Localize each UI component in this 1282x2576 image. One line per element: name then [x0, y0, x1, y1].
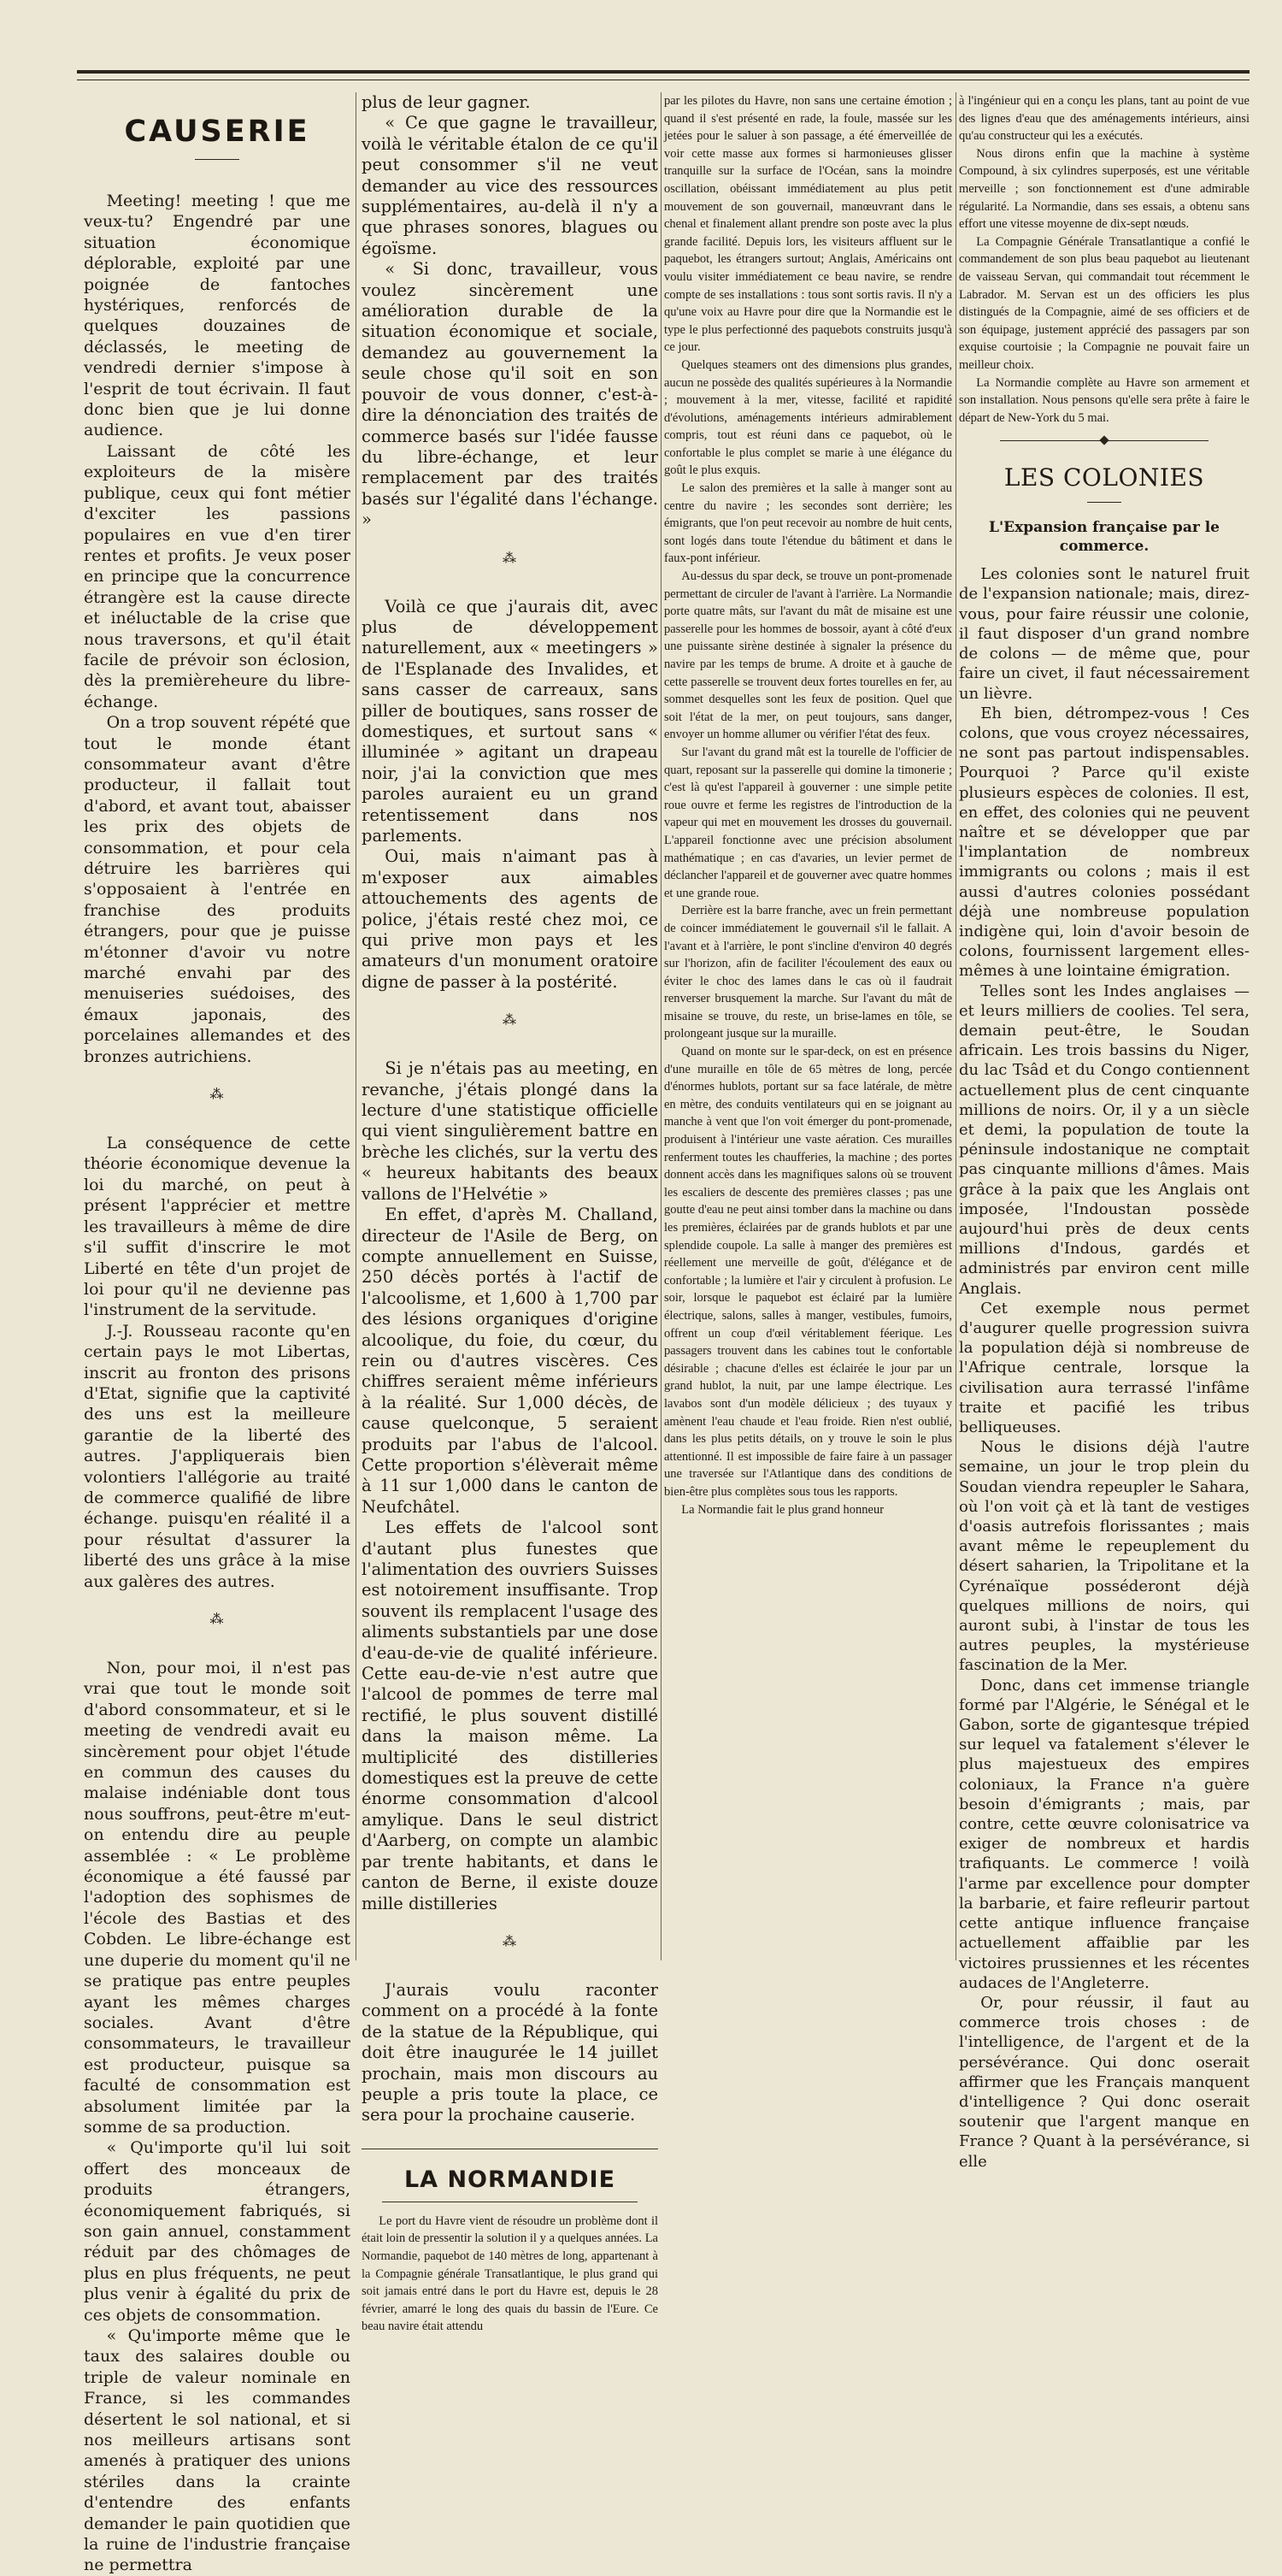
- colonies-subtitle: L'Expansion française par le commerce.: [989, 519, 1220, 556]
- paragraph: Telles sont les Indes anglaises — et leurs milliers de coolies. Tel sera, demain peut-être, le Soudan africain. Les trois bassins du Niger, du lac Tsâd et du Congo contiennent actuellement plus de cent cinquante millions de noirs. Or, il y a un siècle et demi, la population de toute la péninsule indostanique ne comptait pas cinquante millions d'âmes. Mais grâce à la paix que les Anglais ont imposée, l'Indoustan possède aujourd'hui près de deux cents millions d'Indous, gardés et administrés par environ cent mille Anglais.: [959, 981, 1250, 1298]
- paragraph: Derrière est la barre franche, avec un frein permettant de coincer immédiatement le gouvernail s'il le fallait. A l'avant et à l'arrière, le pont s'incline d'environ 40 degrés sur l'horizon, afin de faciliter l'écoulement des eaux ou éviter le choc des lames dans le cas où il faudrait renverser brusquement la marche. Sur l'avant du mât de misaine se trouve, du reste, un brise-lames en tôle, se prolongeant jusque sur la muraille.: [664, 904, 952, 1041]
- paragraph: Si je n'étais pas au meeting, en revanche, j'étais plongé dans la lecture d'une statistique officielle qui vient singulièrement battre en brèche les clichés, sur la vertu des « heureux habitants des beaux vallons de l'Helvétie »: [362, 1058, 658, 1204]
- paragraph: « Qu'importe qu'il lui soit offert des monceaux de produits étrangers, économiquement fabriqués, si son gain annuel, constamment réduit par des chômages de plus en plus fréquents, ne peut plus venir à égalité du prix de ces objets de consommation.: [84, 2138, 350, 2325]
- asterism: ⁂: [503, 1011, 517, 1029]
- paragraph: La Normandie fait le plus grand honneur: [681, 1502, 885, 1517]
- column-4: [959, 92, 1250, 2171]
- paragraph: Oui, mais n'aimant pas à m'exposer aux aimables attouchements des agents de police, j'étais resté chez moi, ce qui prive mon pays et les amateurs d'un monument oratoire digne de passer à la postérité.: [362, 846, 658, 992]
- paragraph: Laissant de côté les exploiteurs de la misère publique, ceux qui font métier d'exciter les passions populaires en vue d'en tirer rentes et profits. Je veux poser en principe que la concurrence étrangère est la cause directe et inéluctable de la crise que nous traversons, et qu'il était facile de prévoir son éclosion, dès la premièreheure du libre-échange.: [84, 441, 350, 711]
- column-3: [664, 92, 952, 1965]
- paragraph: Or, pour réussir, il faut au commerce trois choses : de l'intelligence, de l'argent et de la persévérance. Qui donc oserait affirmer que les Français manquent d'intelligence ? Qui donc oserait soutenir que l'argent manque en France ? Quant à la persévérance, si elle: [959, 1993, 1250, 2171]
- colonies-title: LES COLONIES: [1003, 463, 1205, 492]
- asterism: ⁂: [209, 1611, 225, 1627]
- paragraph: Nous dirons enfin que la machine à système Compound, à six cylindres superposés, est une véritable merveille ; son fonctionnement est d'une admirable régularité. La Normandie, dans ses essais, a obtenu sans effort une vitesse moyenne de dix-sept nœuds.: [959, 146, 1250, 232]
- paragraph: « Ce que gagne le travailleur, voilà le véritable étalon de ce qu'il peut consommer s'il ne veut demander au vice des ressources supplémentaires, au-delà il n'y a que phrases sonores, blagues ou égoïsme.: [362, 113, 658, 258]
- causerie-title: CAUSERIE: [124, 115, 310, 149]
- asterism: ⁂: [209, 1086, 225, 1103]
- paragraph: Voilà ce que j'aurais dit, avec plus de développement naturellement, aux « meetingers » de l'Esplanade des Invalides, et sans casser de carreaux, sans piller de boutiques, sans rosser de domestiques, et surtout sans « illuminée » agitant un drapeau noir, j'ai la conviction que mes paroles auraient eu un grand retentissement dans nos parlements.: [362, 596, 658, 846]
- paragraph: Donc, dans cet immense triangle formé par l'Algérie, le Sénégal et le Gabon, sorte de gigantesque trépied sur lequel va fatalement s'élever le plus majestueux des empires coloniaux, la France n'a guère besoin d'émigrants ; mais, par contre, cette œuvre colonisatrice va exiger de nombreux et hardis trafiquants. Le commerce ! voilà l'arme par excellence pour dompter la barbarie, et faire refleurir partout cette antique influence française actuellement affaiblie par les victoires prussiennes et les récentes audaces de l'Angleterre.: [959, 1676, 1250, 1992]
- paragraph: « Qu'importe même que le taux des salaires double ou triple de valeur nominale en France, si les commandes désertent le sol national, et si nos meilleurs artisans sont amenés à pratiquer des unions stériles dans la crainte d'entendre des enfants demander le pain quotidien que la ruine de l'industrie française ne permettra: [84, 2326, 350, 2575]
- paragraph: à l'ingénieur qui en a conçu les plans, tant au point de vue des lignes d'eau que des aménagements intérieurs, ainsi qu'au constructeur qui les a exécutés.: [959, 94, 1250, 144]
- paragraph: Cet exemple nous permet d'augurer quelle progression suivra la population déjà si nombreuse de l'Afrique centrale, lorsque la civilisation aura terrassé l'infâme traite et pacifié les tribus belliqueuses.: [959, 1299, 1250, 1437]
- paragraph: Le salon des premières et la salle à manger sont au centre du navire ; les secondes sont derrière; les émigrants, que l'on peut recevoir au nombre de huit cents, sont logés dans toute l'étendue du bâtiment et dans le faux-pont inférieur.: [664, 481, 952, 566]
- paragraph: Non, pour moi, il n'est pas vrai que tout le monde soit d'abord consommateur, et si le meeting de vendredi avait eu sincèrement pour objet l'étude en commun des causes du malaise indéniable dont tous nous souffrons, peut-être m'eut-on entendu dire au peuple assemblée : « Le problème économique a été faussé par l'adoption des sophismes de l'école des Bastias et des Cobden. Le libre-échange est une duperie du moment qu'il ne se pratique pas entre peuples ayant les mêmes charges sociales. Avant d'être consommateurs, le travailleur est producteur, puisque sa faculté de consommation est absolument limitée par la somme de sa production.: [84, 1659, 350, 2137]
- paragraph: plus de leur gagner.: [362, 92, 531, 112]
- section-divider: [1000, 440, 1208, 441]
- paragraph: J.-J. Rousseau raconte qu'en certain pays le mot Libertas, inscrit au fronton des prisons d'Etat, signifie que la captivité des uns est la meilleure garantie de la liberté des autres. J'appliquerais bien volontiers l'allégorie au traité de commerce qualifié de libre échange. puisqu'en réalité il a pour résultat d'assurer la liberté des uns grâce à la mise aux galères des autres.: [84, 1321, 350, 1591]
- paragraph: Quelques steamers ont des dimensions plus grandes, aucun ne possède des qualités supérieures à la Normandie ; mouvement à la mer, vitesse, facilité et rapidité d'évolutions, aménagements intérieurs admirablement compris, tout est réuni dans ce paquebot, où le confortable le plus complet se marie à une élégance du goût le plus exquis.: [664, 357, 952, 478]
- paragraph: Eh bien, détrompez-vous ! Ces colons, que vous croyez nécessaires, ne sont pas partout indispensables. Pourquoi ? Parce qu'il existe plusieurs espèces de colonies. Il est, en effet, des colonies qui ne peuvent naître et se développer que par l'implantation de nombreux immigrants ou colons ; mais il est aussi d'autres colonies possédant déjà une nombreuse population indigène qui, loin d'avoir besoin de colons, fournissent largement elles-mêmes à une lointaine émigration.: [959, 704, 1250, 981]
- asterism: ⁂: [503, 549, 517, 566]
- paragraph: La conséquence de cette théorie économique devenue la loi du marché, on peut à présent l'apprécier et mettre les travailleurs à même de dire s'il suffit d'inscrire le mot Liberté en tête d'un projet de loi pour qu'il ne devienne pas l'instrument de la servitude.: [84, 1134, 350, 1320]
- paragraph: On a trop souvent répété que tout le monde étant consommateur avant d'être producteur, il fallait tout d'abord, et avant tout, abaisser les prix des objets de consommation, et pour cela détruire les barrières qui s'opposaient à l'entrée en franchise des produits étrangers, pour que je puisse m'étonner d'avoir vu notre marché envahi par des menuiseries suédoises, des émaux japonais, des porcelaines allemandes et des bronzes autrichiens.: [84, 713, 350, 1066]
- paragraph: Sur l'avant du grand mât est la tourelle de l'officier de quart, reposant sur la passerelle qui domine la timonerie ; c'est là qu'est l'appareil à gouverner : une simple petite roue ouvre et ferme les registres de l'introduction de la vapeur qui met en mouvement les drosses du gouvernail. L'appareil fonctionne avec une précision absolument mathématique ; en cas d'avaries, un levier permet de déclancher l'appareil et de gouverner avec quatre hommes et une grande roue.: [664, 745, 952, 900]
- paragraph: La Compagnie Générale Transatlantique a confié le commandement de son plus beau paquebot au lieutenant de vaisseau Servan, qui commandait tout récemment le Labrador. M. Servan est un des officiers les plus distingués de la Compagnie, aimé de ses officiers et de son équipage, justement apprécié des passagers par son exquise courtoisie ; la Compagnie ne pouvait faire un meilleur choix.: [959, 234, 1250, 372]
- paragraph: En effet, d'après M. Challand, directeur de l'Asile de Berg, on compte annuellement en Suisse, 250 décès portés à l'actif de l'alcoolisme, et 1,600 à 1,700 par des lésions organiques d'origine alcoolique, du foie, du cœur, du rein ou d'autres viscères. Ces chiffres seraient même inférieurs à la réalité. Sur 1,000 décès, de cause quelconque, 5 seraient produits par l'abus de l'alcool. Cette proportion s'élèverait même à 11 sur 1,000 dans le canton de Neufchâtel.: [362, 1205, 658, 1517]
- paragraph: Le port du Havre vient de résoudre un problème dont il était loin de pressentir la solution il y a quelques années. La Normandie, paquebot de 140 mètres de long, appartenant à la Compagnie générale Transatlantique, le plus grand qui soit jamais entré dans le port du Havre est, depuis le 28 février, amarré le long des quais du bassin de l'Eure. Ce beau navire était attendu: [362, 2213, 658, 2334]
- asterism: ⁂: [503, 1932, 517, 1949]
- paragraph: Au-dessus du spar deck, se trouve un pont-promenade permettant de circuler de l'avant à l'arrière. La Normandie porte quatre mâts, sur l'avant du mât de misaine est une passerelle pour les hommes de bossoir, ayant à côté d'eux une puissante sirène destinée à signaler la présence du navire par les temps de brume. A droite et à gauche de cette passerelle se trouvent deux fortes tourelles en fer, au sommet desquelles sont les feux de position. Quel que soit l'état de la mer, on peut toujours, sans danger, envoyer un homme allumer ou vérifier l'état des feux.: [664, 569, 952, 742]
- column-2: [362, 92, 658, 2334]
- top-rule-thick: [77, 70, 1250, 74]
- column-divider: [661, 92, 662, 1960]
- paragraph: « Si donc, travailleur, vous voulez sincèrement une amélioration durable de la situation économique et sociale, demandez au gouvernement la seule chose qu'il soit en son pouvoir de vous donner, c'est-à-dire la dénonciation des traités de commerce basés sur l'idée fausse du libre-échange, et leur remplacement par des traités basés sur l'égalité dans l'échange. »: [362, 259, 658, 530]
- paragraph: par les pilotes du Havre, non sans une certaine émotion ; quand il s'est présenté en rade, la foule, massée sur les jetées pour le saluer à son passage, a été émerveillée de voir cette masse aux formes si harmonieuses glisser tranquille sur la surface de l'Océan, sans la moindre oscillation, obéissant immédiatement au plus petit mouvement de son gouvernail, manœuvrant dans le chenal et finalement allant prendre son poste avec la plus grande facilité. Depuis lors, les visiteurs affluent sur le paquebot, les étrangers surtout; Anglais, Américains ont voulu visiter immédiatement ce beau navire, se rendre compte de ses installations : tous sont sortis ravis. Il n'y a qu'une voix au Havre pour dire que la Normandie est le type le plus perfectionné des paquebots construits jusqu'à ce jour.: [664, 94, 952, 355]
- paragraph: La Normandie complète au Havre son armement et son installation. Nous pensons qu'elle sera prête à faire le départ de New-York du 5 mai.: [959, 375, 1250, 425]
- paragraph: Les colonies sont le naturel fruit de l'expansion nationale; mais, direz-vous, pour faire réussir une colonie, il faut disposer d'un grand nombre de colons — de même que, pour faire un civet, il faut nécessairement un lièvre.: [959, 565, 1250, 703]
- normandie-title: LA NORMANDIE: [403, 2166, 616, 2193]
- title-rule: [1087, 502, 1121, 503]
- column-1: [84, 92, 350, 2575]
- paragraph: Nous le disions déjà l'autre semaine, un jour le trop plein du Soudan viendra repeupler le Sahara, où l'on voit çà et là tant de vestiges d'oasis autrefois florissantes ; mais avant même le repeuplement du désert saharien, la Tripolitane et la Cyrénaïque posséderont déjà quelques millions de noirs, qui auront subi, à l'instar de tous les autres peuples, la mystérieuse fascination de la Mer.: [959, 1438, 1250, 1675]
- paragraph: J'aurais voulu raconter comment on a procédé à la fonte de la statue de la République, qui doit être inaugurée le 14 juillet prochain, mais mon discours au peuple a pris toute la place, ce sera pour la prochaine causerie.: [362, 1979, 658, 2125]
- title-rule: [195, 159, 239, 160]
- paragraph: Les effets de l'alcool sont d'autant plus funestes que l'alimentation des ouvriers Suisses est notoirement insuffisante. Trop souvent ils remplacent l'usage des aliments substantiels par une dose d'eau-de-vie de qualité inférieure. Cette eau-de-vie n'est autre que l'alcool de pommes de terre mal rectifié, le plus souvent distillé dans la maison même. La multiplicité des distilleries domestiques est la preuve de cette énorme consommation d'alcool amylique. Dans le seul district d'Aarberg, on compte un alambic par trente habitants, et dans le canton de Berne, il existe douze mille distilleries: [362, 1518, 658, 1913]
- paragraph: Meeting! meeting ! que me veux-tu? Engendré par une situation économique déplorable, exploité par une poignée de fantoches hystériques, renforcés de quelques douzaines de déclassés, le meeting de vendredi dernier s'impose à l'esprit de tout écrivain. Il faut donc bien que je lui donne audience.: [84, 192, 350, 440]
- paragraph: Quand on monte sur le spar-deck, on est en présence d'une muraille en tôle de 65 mètres de long, percée d'énormes hublots, portant sur sa face latérale, de mètre en mètre, des conduits ventilateurs qui en se joignant au manche à vent que l'on voit émerger du pont-promenade, produisent à l'intérieur une vaste aération. Ces murailles renferment toutes les chaufferies, la machine ; des portes donnent accès dans les magnifiques salons où se trouvent les escaliers de descente des premières classes ; pas une goutte d'eau ne peut ainsi tomber dans la machine ou dans les premières, éclairées par de grands hublots et par une splendide coupole. La salle à manger des premières est réellement une merveille de goût, d'élégance et de confortable ; la lumière et l'air y circulent à profusion. Le soir, lorsque le paquebot est éclairé par la lumière électrique, salons, salles à manger, vestibules, fumoirs, offrent un coup d'œil véritablement féerique. Les passagers trouvent dans les cabines tout le confortable désirable ; chacune d'elles est éclairée le jour par un grand hublot, la nuit, par une lampe électrique. Les lavabos sont d'un modèle délicieux ; des tuyaux y amènent l'eau chaude et l'eau froide. Rien n'est oublié, dans les plus petits détails, on y trouve le soin le plus attentionné. Il est impossible de faire faire à un passager une traversée sur l'Atlantique dans des conditions de bien-être plus complètes sous tous les rapports.: [664, 1045, 952, 1499]
